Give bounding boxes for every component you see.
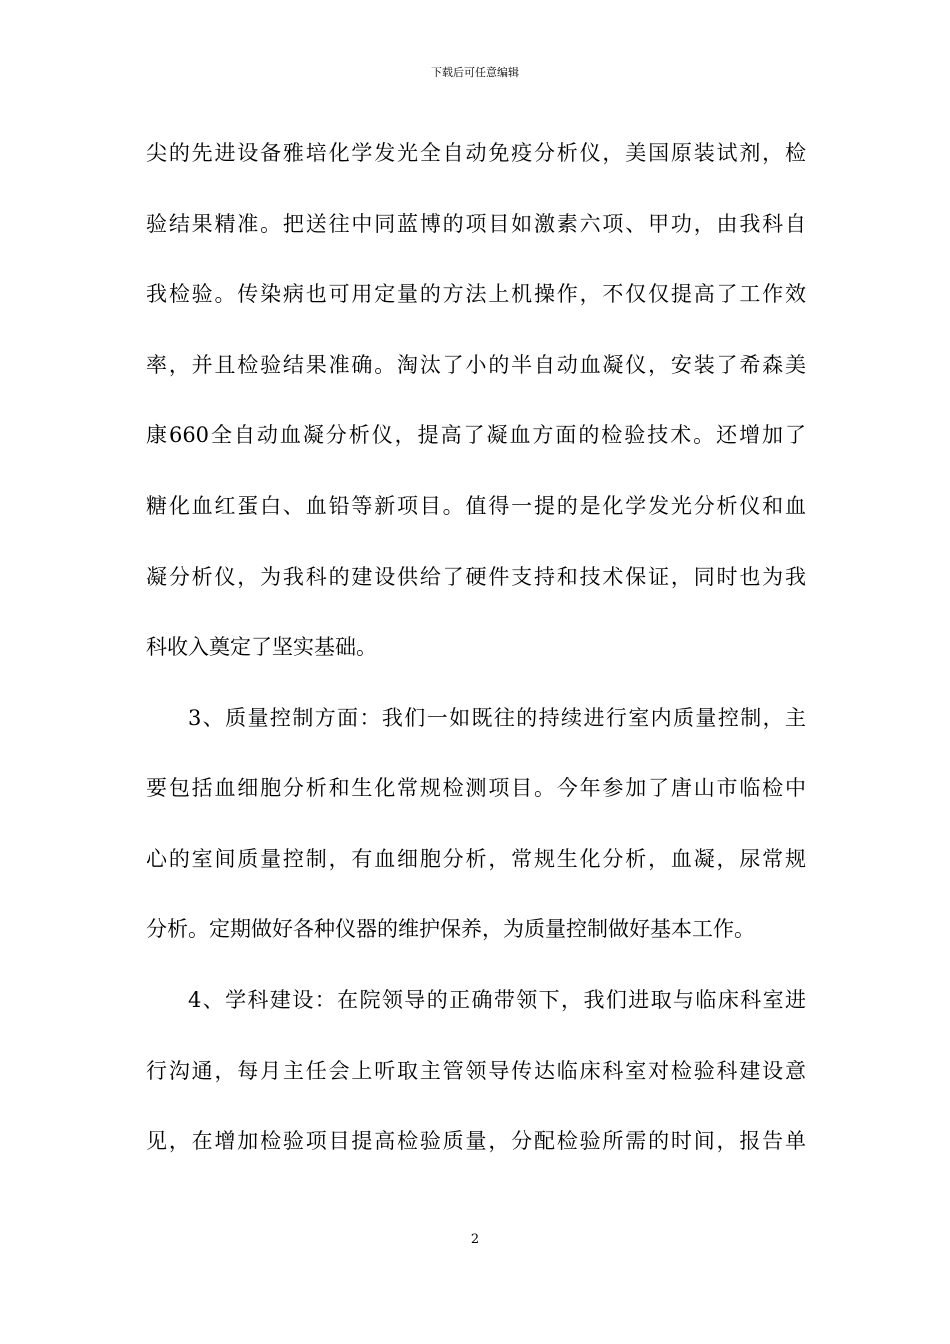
section-4-line-1: 4、学科建设：在院领导的正确带领下，我们进取与临床科室进 bbox=[188, 988, 806, 1012]
section-3-line-4: 分析。定期做好各种仪器的维护保养，为质量控制做好基本工作。 bbox=[146, 917, 755, 941]
body-line-5: 康660全自动血凝分析仪，提高了凝血方面的检验技术。还增加了 bbox=[146, 423, 806, 447]
body-line-2: 验结果精准。把送往中同蓝博的项目如激素六项、甲功，由我科自 bbox=[146, 212, 806, 236]
body-line-6: 糖化血红蛋白、血铅等新项目。值得一提的是化学发光分析仪和血 bbox=[146, 494, 806, 518]
body-line-3: 我检验。传染病也可用定量的方法上机操作，不仅仅提高了工作效 bbox=[146, 282, 806, 306]
body-line-8: 科收入奠定了坚实基础。 bbox=[146, 635, 377, 659]
section-4-line-2: 行沟通，每月主任会上听取主管领导传达临床科室对检验科建设意 bbox=[146, 1059, 806, 1083]
section-4-line-3: 见，在增加检验项目提高检验质量，分配检验所需的时间，报告单 bbox=[146, 1129, 806, 1153]
section-3-line-1: 3、质量控制方面：我们一如既往的持续进行室内质量控制，主 bbox=[188, 706, 806, 730]
page-header-note: 下载后可任意编辑 bbox=[431, 66, 519, 79]
body-line-4: 率，并且检验结果准确。淘汰了小的半自动血凝仪，安装了希森美 bbox=[146, 353, 806, 377]
body-line-1: 尖的先进设备雅培化学发光全自动免疫分析仪，美国原装试剂，检 bbox=[146, 141, 806, 165]
section-3-line-3: 心的室间质量控制，有血细胞分析，常规生化分析，血凝，尿常规 bbox=[146, 847, 806, 871]
page-number: 2 bbox=[470, 1232, 480, 1247]
body-line-7: 凝分析仪，为我科的建设供给了硬件支持和技术保证，同时也为我 bbox=[146, 565, 806, 589]
section-3-line-2: 要包括血细胞分析和生化常规检测项目。今年参加了唐山市临检中 bbox=[146, 776, 806, 800]
